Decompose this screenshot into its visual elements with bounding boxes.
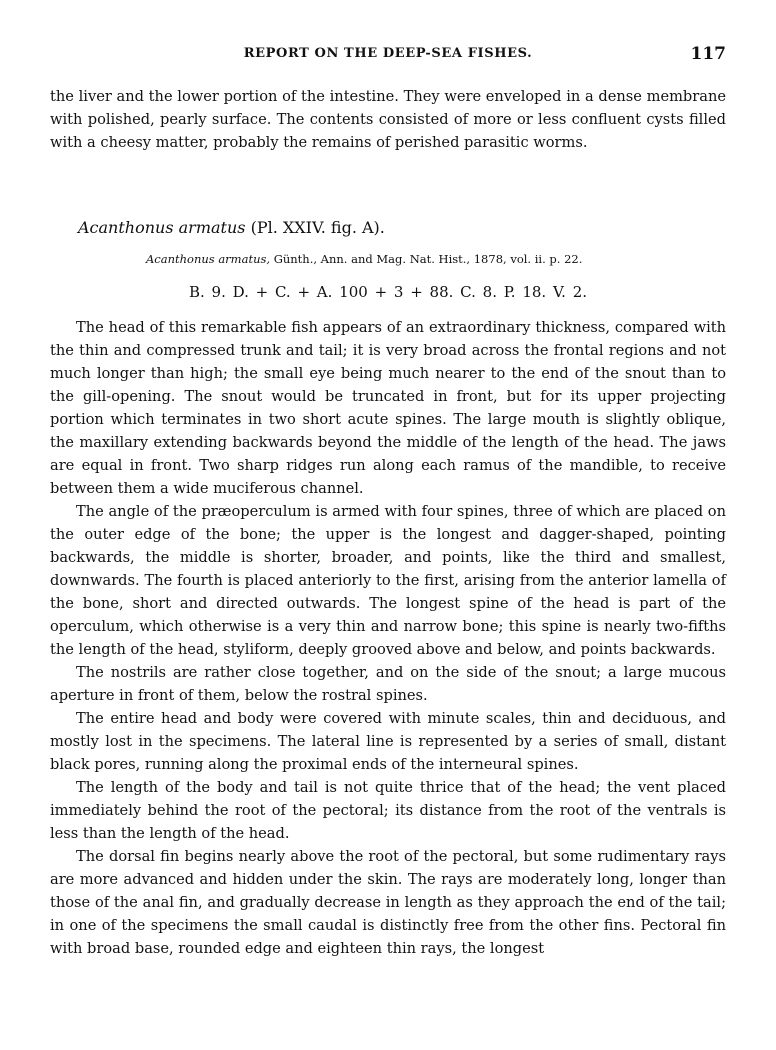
- paragraph-dorsal-fin: The dorsal fin begins nearly above the root of the pectoral, but some rudimentary rays are more advanced and hidden under the skin. The rays are moderately long, longer than those of the anal fin, and gradually decrease in length as they approach the end of the tail; in one of the specimens the small caudal is distinctly free from the other fins. Pectoral fin with broad base, rounded edge and eighteen thin rays, the longest: [50, 848, 726, 957]
- paragraph-body-length: The length of the body and tail is not quite thrice that of the head; the vent placed immediately behind the root of the pectoral; its distance from the root of the ventrals is less than the length of the head.: [50, 779, 726, 842]
- paragraph-head: The head of this remarkable fish appears of an extraordinary thickness, compared with the thin and compressed trunk and tail; it is very broad across the frontal regions and not much longer than high; the small eye being much nearer to the end of the snout than to the gill-opening. The snout would be truncated in front, but for its upper projecting portion which terminates in two short acute spines. The large mouth is slightly oblique, the maxillary extending backwards beyond the middle of the length of the head. The jaws are equal in front. Two sharp ridges run along each ramus of the mandible, to receive between them a wide muciferous channel.: [50, 319, 726, 497]
- intro-paragraph: the liver and the lower portion of the intestine. They were enveloped in a dense membrane with polished, pearly surface. The contents consisted of more or less confluent cysts filled with a cheesy matter, probably the remains of perished parasitic worms.: [50, 88, 726, 151]
- fin-formula: B. 9. D. + C. + A. 100 + 3 + 88. C. 8. P. 18. V. 2.: [188, 283, 588, 301]
- running-title: REPORT ON THE DEEP-SEA FISHES.: [243, 46, 533, 61]
- synonymy-line: [146, 252, 582, 266]
- species-description: [50, 316, 726, 960]
- running-head: [50, 44, 726, 66]
- page-number: 117: [690, 44, 726, 64]
- species-heading: [78, 218, 385, 237]
- paragraph-preoperculum: The angle of the præoperculum is armed with four spines, three of which are placed on the outer edge of the bone; the upper is the longest and dagger-shaped, pointing backwards, the middle is shorter, broader, and points, like the third and smallest, downwards. The fourth is placed anteriorly to the first, arising from the anterior lamella of the bone, short and directed outwards. The longest spine of the head is part of the operculum, which otherwise is a very thin and narrow bone; this spine is nearly two-fifths the length of the head, styliform, deeply grooved above and below, and points backwards.: [50, 503, 726, 658]
- plate-reference: (Pl. XXIV. fig. A).: [250, 218, 385, 237]
- species-name: Acanthonus armatus: [78, 218, 246, 237]
- paragraph-nostrils: The nostrils are rather close together, and on the side of the snout; a large mucous aperture in front of them, below the rostral spines.: [50, 664, 726, 704]
- synonym-name: Acanthonus armatus,: [146, 252, 271, 266]
- paragraph-scales: The entire head and body were covered with minute scales, thin and deciduous, and mostly lost in the specimens. The lateral line is represented by a series of small, distant black pores, running along the proximal ends of the interneural spines.: [50, 710, 726, 773]
- synonym-reference: Günth., Ann. and Mag. Nat. Hist., 1878, vol. ii. p. 22.: [273, 252, 583, 266]
